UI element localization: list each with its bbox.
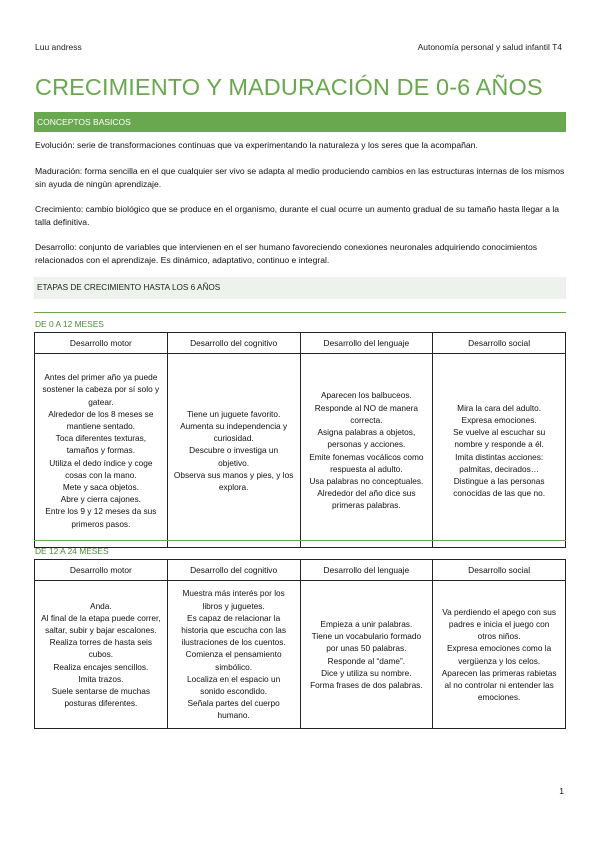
cell-line: Expresa emociones como la vergüenza y los celos. xyxy=(447,643,552,666)
column-header-social: Desarrollo social xyxy=(433,560,566,581)
cell-line: Distingue a las personas conocidas de las que no. xyxy=(453,475,546,499)
paragraph-evolucion: Evolución: serie de transformaciones continuas que va experimentando la naturaleza y los seres que la acompañan. xyxy=(35,140,478,150)
cell-cognitivo xyxy=(167,581,300,729)
cell-line: Antes del primer año ya puede sostener la cabeza por sí solo y gatear. xyxy=(42,372,160,407)
cell-line: Anda. xyxy=(90,600,112,611)
page-number: 1 xyxy=(559,786,564,796)
cell-motor xyxy=(35,581,168,729)
cell-line: Responde al NO de manera correcta. xyxy=(314,402,419,425)
cell-line: Señala partes del cuerpo humano. xyxy=(187,698,280,721)
cell-line: Forma frases de dos palabras. xyxy=(310,679,423,690)
column-header-motor: Desarrollo motor xyxy=(35,333,168,354)
paragraph-desarrollo: Desarrollo: conjunto de variables que intervienen en el ser humano favoreciendo conexiones neuronales adquiriendo conocimientos relacionados con el aprendizaje. Es dinámico, adaptativo, continuo e integral. xyxy=(35,242,538,265)
cell-line: Aparecen los balbuceos. xyxy=(320,390,412,401)
cell-line: Al final de la etapa puede correr, saltar, subir y bajar escalones. xyxy=(41,612,161,635)
cell-line: Realiza encajes sencillos. xyxy=(53,661,149,672)
paragraph-maduracion: Maduración: forma sencilla en el que cualquier ser vivo se adapta al medio produciendo cambios en las estructuras internas de los mismos sin ayuda de ningún aprendizaje. xyxy=(35,166,565,189)
cell-line: Asigna palabras a objetos, personas y acciones. xyxy=(317,427,416,450)
column-header-cognitivo: Desarrollo del cognitivo xyxy=(167,333,300,354)
section-label-12-24: DE 12 A 24 MESES xyxy=(35,546,109,556)
cell-line: Localiza en el espacio un sonido escondido. xyxy=(187,673,281,696)
table-header-row xyxy=(35,560,566,581)
cell-line: Observa sus manos y pies, y los explora. xyxy=(173,469,294,492)
cell-line: Toca diferentes texturas, tamaños y formas. xyxy=(55,433,147,456)
cell-cognitivo xyxy=(167,354,300,548)
cell-line: Va perdiendo el apego con sus padres e inicia el juego con otros niños. xyxy=(442,606,557,642)
cell-line: Utiliza el dedo índice y coge cosas con la mano. xyxy=(49,457,153,480)
cell-line: Emite fonemas vocálicos como respuesta al adulto. xyxy=(309,451,424,474)
cell-motor xyxy=(35,354,168,548)
cell-line: Realiza torres de hasta seis cubos. xyxy=(49,637,153,660)
cell-line: Tiene un juguete favorito. xyxy=(186,408,281,419)
column-header-cognitivo: Desarrollo del cognitivo xyxy=(167,560,300,581)
section-divider xyxy=(34,312,566,313)
cell-lenguaje xyxy=(300,581,433,729)
column-header-lenguaje: Desarrollo del lenguaje xyxy=(300,333,433,354)
cell-line: Dice y utiliza su nombre. xyxy=(321,667,412,678)
cell-line: Descubre o investiga un objetivo. xyxy=(189,445,279,468)
table-header-row xyxy=(35,333,566,354)
cell-line: Comienza el pensamiento simbólico. xyxy=(185,649,282,672)
cell-line: Tiene un vocabulario formado por unas 50 palabras. xyxy=(311,631,422,654)
cell-line: Entre los 9 y 12 meses da sus primeros pasos. xyxy=(45,506,157,529)
stages-heading: ETAPAS DE CRECIMIENTO HASTA LOS 6 AÑOS xyxy=(34,277,566,299)
concepts-heading: CONCEPTOS BASICOS xyxy=(34,112,566,132)
cell-line: Empieza a unir palabras. xyxy=(320,618,413,629)
cell-line: Imita distintas acciones: palmitas, decirados… xyxy=(455,451,544,474)
cell-lenguaje xyxy=(300,354,433,548)
section-label-0-12: DE 0 A 12 MESES xyxy=(35,319,104,329)
cell-line: Aumenta su independencia y curiosidad. xyxy=(180,420,288,444)
cell-line: Muestra más interés por los libros y juguetes. xyxy=(182,588,285,611)
cell-line: Usa palabras no conceptuales. xyxy=(309,475,424,486)
header-subject: Autonomía personal y salud infantil T4 xyxy=(417,42,562,52)
cell-line: Es capaz de relacionar la historia que escucha con las ilustraciones de los cuentos. xyxy=(181,612,286,648)
cell-line: Expresa emociones. xyxy=(461,414,537,425)
page-title: CRECIMIENTO Y MADURACIÓN DE 0-6 AÑOS xyxy=(35,74,543,100)
section-divider xyxy=(34,540,566,541)
column-header-social: Desarrollo social xyxy=(433,333,566,354)
cell-line: Alrededor de los 8 meses se mantiene sentado. xyxy=(48,408,154,431)
cell-line: Mete y saca objetos. xyxy=(62,482,139,492)
cell-line: Imita trazos. xyxy=(78,673,124,684)
column-header-motor: Desarrollo motor xyxy=(35,560,168,581)
table-0-12-months xyxy=(34,332,566,548)
cell-line: Responde al “dame”. xyxy=(327,655,406,666)
header-author: Luu andress xyxy=(35,42,82,52)
cell-line: Aparecen las primeras rabietas al no controlar ni entender las emociones. xyxy=(441,667,557,703)
cell-line: Alrededor del año dice sus primeras palabras. xyxy=(317,488,416,511)
table-12-24-months xyxy=(34,559,566,729)
table-row xyxy=(35,581,566,729)
cell-line: Se vuelve al escuchar su nombre y responde a él. xyxy=(453,427,546,450)
cell-social xyxy=(433,581,566,729)
cell-line: Mira la cara del adulto. xyxy=(457,402,542,413)
cell-line: Abre y cierra cajones. xyxy=(60,494,141,505)
column-header-lenguaje: Desarrollo del lenguaje xyxy=(300,560,433,581)
table-row xyxy=(35,354,566,548)
paragraph-crecimiento: Crecimiento: cambio biológico que se produce en el organismo, durante el cual ocurre un aumento gradual de su tamaño hasta llegar a la talla definitiva. xyxy=(35,204,560,227)
cell-line: Suele sentarse de muchas posturas diferentes. xyxy=(51,686,150,709)
cell-social xyxy=(433,354,566,548)
